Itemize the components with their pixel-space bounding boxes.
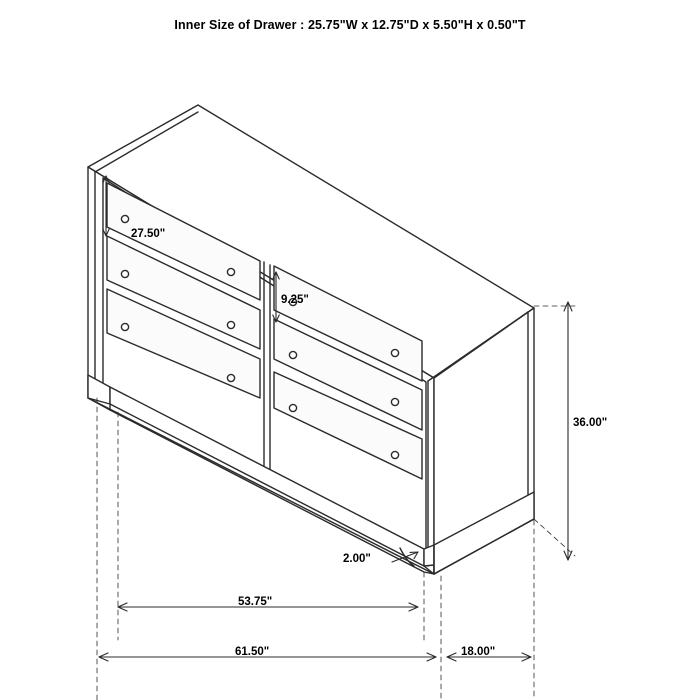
label-overall-height: 36.00": [573, 417, 608, 429]
label-drawer-height: 9.25": [281, 294, 309, 306]
label-drawer-width: 27.50": [131, 228, 166, 240]
label-overall-width: 61.50": [235, 646, 270, 658]
dimension-overall-height: [534, 302, 575, 560]
page-title: Inner Size of Drawer : 25.75"W x 12.75"D x 5.50"H x 0.50"T: [174, 18, 526, 32]
label-top-width: 53.75": [238, 596, 273, 608]
label-base-height: 2.00": [343, 553, 371, 565]
label-depth: 18.00": [461, 646, 496, 658]
